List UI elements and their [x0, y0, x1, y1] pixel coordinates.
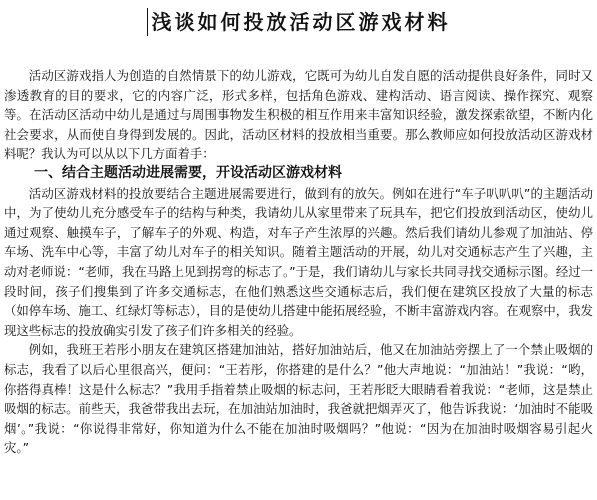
document-title: 浅谈如何投放活动区游戏材料	[147, 8, 451, 36]
body-paragraph: 活动区游戏材料的投放要结合主题进展需要进行，做到有的放矢。例如在进行“车子叭叭叭”的主题活动中，为了使幼儿充分感受车子的结构与种类，我请幼儿从家里带来了玩具车，把它们投放到活动区，使幼儿通过观察、触摸车子，了解车子的外观、构造，对车子产生浓厚的兴趣。然后我们请幼儿参观了加油站、停车场、洗车中心等，丰富了幼儿对车子的相关知识。随着主题活动的开展，幼儿对交通标志产生了兴趣，主动对老师说：“老师，我在马路上见到拐弯的标志了。”于是，我们请幼儿与家长共同寻找交通标示图。经过一段时间，孩子们搜集到了许多交通标志，在他们熟悉这些交通标志后，我们便在建筑区投放了大量的标志（如停车场、施工、红绿灯等标志），目的是使幼儿搭建中能拓展经验，不断丰富游戏内容。在观察中，我发现这些标志的投放确实引发了孩子们许多相关的经验。	[4, 185, 593, 338]
section-heading: 一、结合主题活动进展需要，开设活动区游戏材料	[34, 164, 342, 181]
intro-paragraph: 活动区游戏指人为创造的自然情景下的幼儿游戏，它既可为幼儿自发自愿的活动提供良好条件，同时又渗透教育的目的要求，它的内容广泛，形式多样，包括角色游戏、建构活动、语言阅读、操作探究、观察等。在活动区活动中幼儿是通过与周围事物发生积极的相互作用来丰富知识经验，激发探索欲望，不断内化社会要求，从而使自身得到发展的。因此，活动区材料的投放相当重要。那么教师应如何投放活动区游戏材料呢？我认为可以从以下几方面着手：	[4, 68, 593, 162]
title-container	[0, 8, 597, 36]
body-paragraph: 例如，我班王若彤小朋友在建筑区搭建加油站，搭好加油站后，他又在加油站旁摆上了一个禁止吸烟的标志，我看了以后心里很高兴，便问：“王若彤，你搭建的是什么？”他大声地说：“加油站！”我说：“哟，你搭得真棒！这是什么标志？”我用手指着禁止吸烟的标志问，王若彤眨大眼睛看着我说：“老师，这是禁止吸烟的标志。前些天，我爸带我出去玩，在加油站加油时，我爸就把烟弄灭了，他告诉我说：‘加油时不能吸烟’。”我说：“你说得非常好，你知道为什么不能在加油时吸烟吗？”他说：“因为在加油时吸烟容易引起火灾。”	[4, 342, 593, 456]
document-body	[4, 66, 593, 458]
